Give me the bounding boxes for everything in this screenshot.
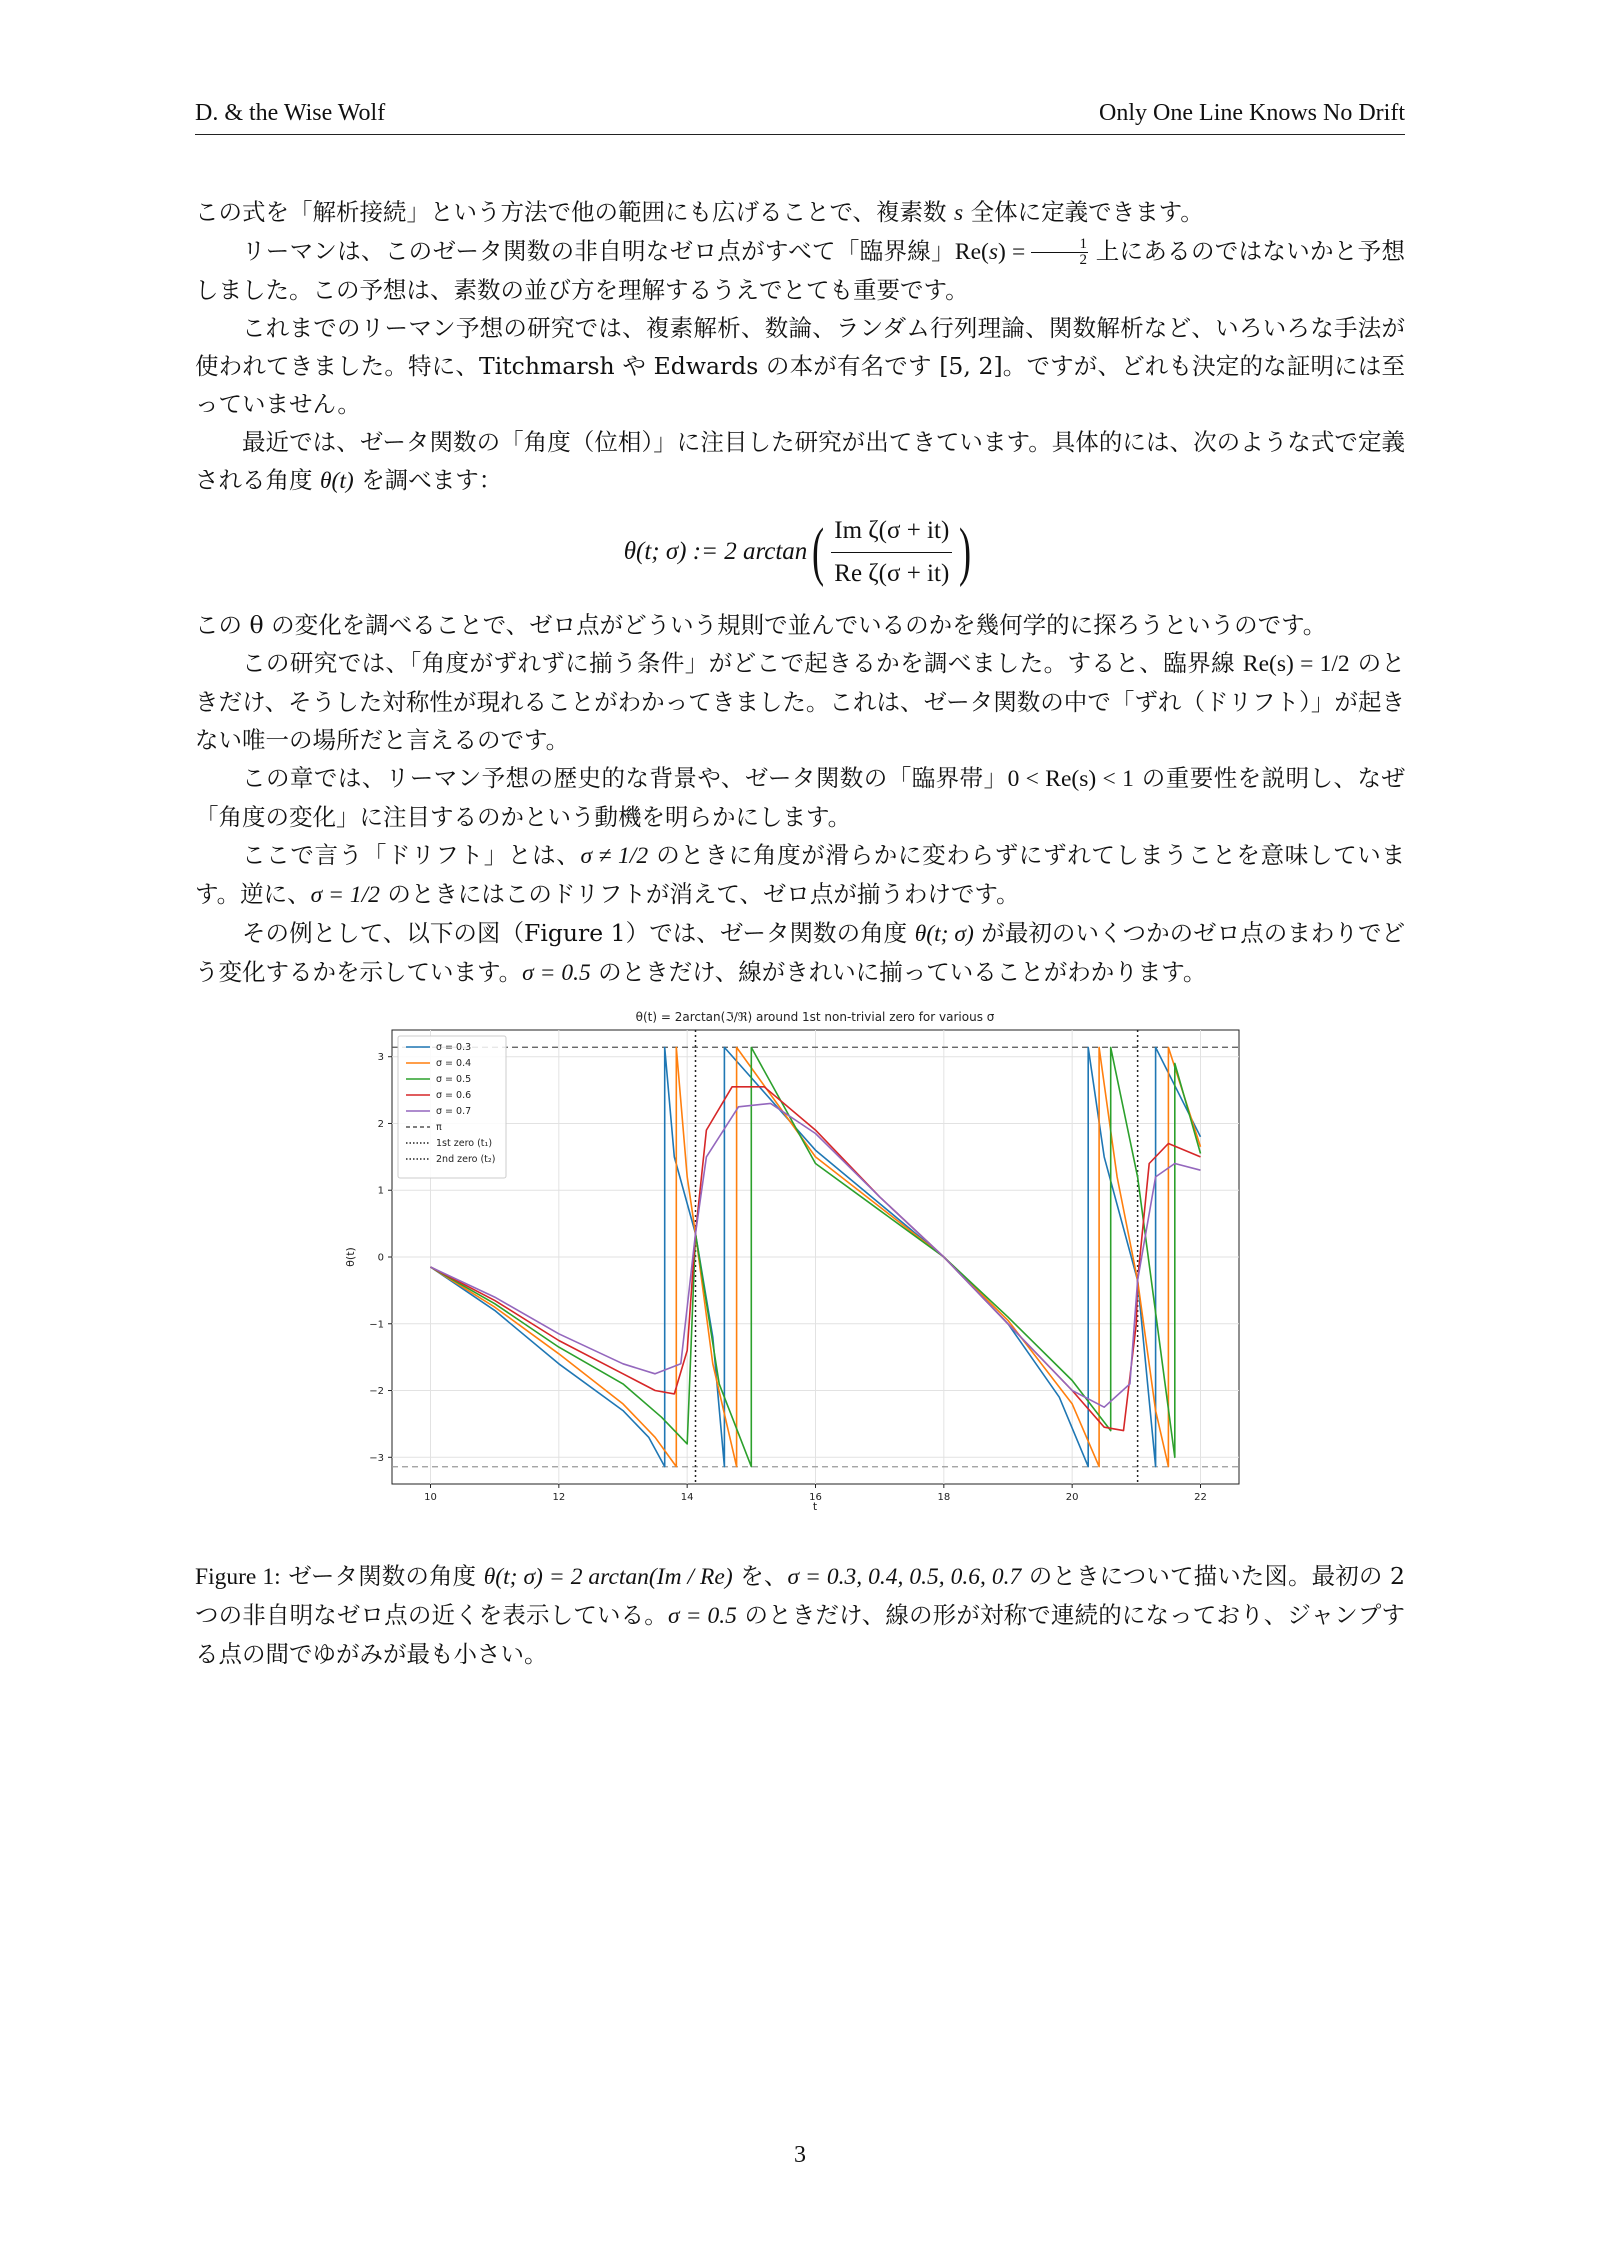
p2-eq: ) = [998, 239, 1032, 265]
p1-text-a: この式を「解析接続」という方法で他の範囲にも広げることで、複素数 [195, 198, 954, 226]
paragraph-9 [195, 914, 1405, 992]
p9-text-b: が最初のいくつかのゼロ点のまわりでどう変化するかを示しています。 [195, 919, 1406, 986]
p1-var-s: s [954, 200, 964, 226]
paragraph-2 [195, 232, 1405, 309]
paragraph-3: これまでのリーマン予想の研究では、複素解析、数論、ランダム行列理論、関数解析など、いろいろな手法が使われてきました。特に、Titchmarsh や Edwards の本が有名です [5, 2]。ですが、どれも決定的な証明には至っていません。 [195, 314, 1405, 418]
y-tick-label: 1 [377, 1185, 384, 1197]
legend-label: σ = 0.4 [436, 1058, 472, 1069]
caption-text-a: ゼータ関数の角度 [288, 1562, 484, 1590]
theta-equation [195, 504, 1405, 600]
y-tick-label: −3 [369, 1452, 384, 1464]
paragraph-1 [195, 193, 1405, 232]
x-tick-label: 10 [424, 1492, 437, 1503]
p2-text-a: リーマンは、このゼータ関数の非自明なゼロ点がすべて「臨界線」 [242, 237, 955, 265]
one-half-fraction [1031, 237, 1088, 268]
x-tick-label: 22 [1194, 1492, 1207, 1503]
p4-text-a: 最近では、ゼータ関数の「角度（位相）」に注目した研究が出てきています。具体的には、次のような式で定義される角度 [195, 428, 1405, 494]
legend-label: 2nd zero (t₂) [436, 1154, 496, 1165]
p8-text-c: のときにはこのドリフトが消えて、ゼロ点が揃うわけです。 [379, 880, 1020, 908]
p9-text-a: その例として、以下の図（Figure 1）では、ゼータ関数の角度 [242, 919, 915, 947]
paragraph-8 [195, 836, 1405, 914]
legend-label: σ = 0.3 [436, 1042, 472, 1053]
p7-text-b: の重要性を説明し、なぜ「角度の変化」に注目するのかという動機を明らかにします。 [195, 764, 1405, 831]
equation-fraction [831, 512, 952, 593]
paragraph-6 [195, 644, 1405, 759]
header-author: D. & the Wise Wolf [195, 100, 386, 126]
header-title: Only One Line Knows No Drift [1099, 100, 1405, 126]
y-tick-label: 2 [377, 1118, 384, 1130]
legend-label: σ = 0.5 [436, 1074, 472, 1085]
p4-text-b: を調べます： [353, 466, 503, 494]
figure-caption [195, 1557, 1405, 1673]
paragraph-7 [195, 759, 1405, 836]
y-tick-label: 0 [377, 1252, 384, 1264]
caption-text-c: のときについて描いた図。最初の 2 つの非自明なゼロ点の近くを表示している。 [195, 1562, 1405, 1629]
equation-denominator: Re ζ(σ + it) [834, 559, 950, 587]
caption-formula: θ(t; σ) = 2 arctan(Im / Re) [483, 1564, 733, 1590]
legend-label: 1st zero (t₁) [436, 1138, 493, 1149]
p8-text-a: ここで言う「ドリフト」とは、 [242, 841, 581, 869]
frac-den: 2 [1079, 252, 1087, 268]
page-number: 3 [794, 2142, 806, 2168]
x-tick-label: 14 [680, 1492, 694, 1503]
legend [398, 1036, 506, 1178]
theta-chart [340, 998, 1260, 1538]
frac-num: 1 [1031, 237, 1088, 253]
paragraph-5: この θ の変化を調べることで、ゼロ点がどういう規則で並んでいるのかを幾何学的に探ろうというのです。 [195, 611, 1327, 639]
p9-sigma: σ = 0.5 [522, 960, 591, 986]
p6-condition: Re(s) = 1/2 [1242, 651, 1350, 677]
x-tick-label: 18 [937, 1492, 951, 1503]
p8-sigma-neq: σ ≠ 1/2 [580, 843, 649, 869]
caption-sigmas: σ = 0.3, 0.4, 0.5, 0.6, 0.7 [787, 1564, 1022, 1590]
x-tick-label: 12 [552, 1492, 566, 1503]
p2-text-b: 上にあるのではないかと予想しました。この予想は、素数の並び方を理解するうえでとても重要です。 [195, 237, 1405, 304]
legend-label: σ = 0.6 [436, 1090, 472, 1101]
x-axis-label: t [812, 1500, 818, 1513]
page-header [195, 100, 1405, 135]
p8-text-b: のときに角度が滑らかに変わらずにずれてしまうことを意味しています。逆に、 [195, 841, 1405, 908]
paragraph-4 [195, 423, 1405, 500]
left-paren: ( [812, 515, 825, 588]
p1-text-b: 全体に定義できます。 [963, 198, 1204, 226]
x-tick-label: 16 [809, 1492, 822, 1503]
p4-theta: θ(t) [319, 468, 354, 494]
p6-text-b: のときだけ、そうした対称性が現れることがわかってきました。これは、ゼータ関数の中で「ずれ（ドリフト）」が起きない唯一の場所だと言えるのです。 [195, 649, 1405, 754]
p7-text-a: この章では、リーマン予想の歴史的な背景や、ゼータ関数の「臨界帯」 [242, 764, 1008, 792]
p2-var-s: s [988, 239, 999, 265]
caption-text-b: を、 [732, 1562, 788, 1590]
right-paren: ) [959, 515, 972, 588]
equation-lhs: θ(t; σ) := 2 arctan [623, 538, 808, 565]
chart-title: θ(t) = 2arctan(ℑ/ℜ) around 1st non-trivial zero for various σ [635, 1010, 995, 1024]
p2-re: Re( [954, 239, 989, 265]
equation-numerator: Im ζ(σ + it) [831, 512, 952, 553]
caption-sigma: σ = 0.5 [667, 1603, 737, 1629]
p9-text-c: のときだけ、線がきれいに揃っていることがわかります。 [590, 958, 1207, 986]
caption-text-d: のときだけ、線の形が対称で連続的になっており、ジャンプする点の間でゆがみが最も小さい。 [195, 1601, 1406, 1668]
figure-1 [340, 998, 1260, 1538]
p8-sigma-eq: σ = 1/2 [310, 882, 380, 908]
body-text [195, 193, 1405, 992]
y-tick-label: 3 [377, 1052, 384, 1064]
y-tick-label: −1 [369, 1319, 384, 1331]
y-axis-label: θ(t) [344, 1247, 357, 1267]
legend-label: σ = 0.7 [436, 1106, 472, 1117]
caption-label: Figure 1: [195, 1564, 281, 1590]
p7-critical-strip: 0 < Re(s) < 1 [1007, 766, 1134, 792]
y-tick-label: −2 [369, 1386, 384, 1398]
p9-theta: θ(t; σ) [914, 921, 974, 947]
legend-label: π [436, 1122, 442, 1133]
p6-text-a: この研究では、「角度がずれずに揃う条件」がどこで起きるかを調べました。すると、臨界線 [242, 649, 1243, 677]
x-tick-label: 20 [1065, 1492, 1079, 1503]
